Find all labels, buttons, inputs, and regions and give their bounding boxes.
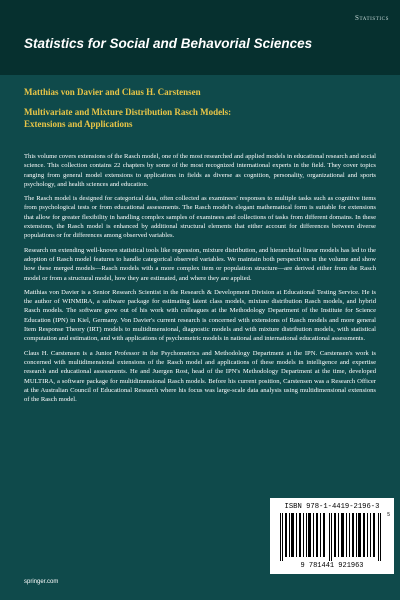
barcode-bars [278, 513, 386, 561]
isbn-barcode [270, 498, 394, 574]
paragraph-author-von-davier: Matthias von Davier is a Senior Research Scientist in the Research & Development Division at Educational Testing Service. He is the author of WINMIRA, a software package for estimating latent class models, mixture distribution Rasch models, and hybrid Rasch models. The software grew out of his work with colleagues at the Methodology Department of the Institute for Science Education (IPN) in Kiel, Germany. Von Davier's current research is concerned with extensions of Rasch models and more general Item Response Theory (IRT) models to multidimensional, diagnostic models and with mixture distribution models, with statistical computation and estimation, and with applications of psychometric models in national and international educational assessments. [24, 288, 376, 343]
paragraph-author-carstensen: Claus H. Carstensen is a Junior Professor in the Psychometrics and Methodology Department at the IPN. Carstensen's work is concerned with multidimensional extensions of the Rasch model and applications of these models in intelligence and expertise research and educational assessments. He and Juergen Rost, head of the IPN's Methodology Department at the time, developed MULTIRA, a software package for multidimensional Rasch models. Before his current position, Carstensen was a Research Officer at the Australian Council of Educational Research where his focus was large-scale data analysis using multidimensional extensions of the Rasch model. [24, 349, 376, 404]
description-body [24, 152, 376, 409]
paragraph-overview: This volume covers extensions of the Rasch model, one of the most researched and applied models in educational research and social science. This collection contains 22 chapters by some of the most recognized international experts in the field. They cover topics ranging from general model extensions to applications in fields as diverse as cognition, personality, organizational and sports psychology, and health sciences and education. [24, 153, 376, 188]
publisher-url[interactable]: springer.com [24, 579, 59, 585]
book-title [24, 106, 324, 130]
book-authors: Matthias von Davier and Claus H. Carstensen [24, 87, 201, 97]
price-code: 5 [387, 512, 390, 518]
series-title: Statistics for Social and Behavorial Sciences [24, 36, 313, 51]
paragraph-rasch-model: The Rasch model is designed for categorical data, often collected as examinees' responses to multiple tasks such as cognitive items from psychological tests or from educational assessments. The Rasch model's elegant mathematical form is suitable for extensions that allow for greater flexibility in handling complex samples of examinees and collections of tasks from different domains. In these extensions, the Rasch model is enhanced by additional structural elements that either account for differences between diverse populations or for differences among observed variables. [24, 195, 376, 240]
header-band [0, 0, 400, 75]
paragraph-research: Research on extending well-known statistical tools like regression, mixture distribution, and hierarchical linear models has led to the adoption of Rasch model features to handle categorical observed variables. We maintain both perspectives in the volume and show how these merged models—Rasch models with a more complex item or population structure—are derived either from the Rasch model or from a structural model, how they are estimated, and where they are applied. [24, 246, 376, 282]
isbn-label: ISBN 978-1-4419-2196-3 [284, 503, 380, 511]
book-title-line-2: Extensions and Applications [24, 119, 133, 129]
series-tag: Statistics [355, 14, 389, 22]
book-title-line-1: Multivariate and Mixture Distribution Rasch Models: [24, 107, 232, 117]
barcode-digits: 9 781441 921963 [300, 562, 364, 570]
